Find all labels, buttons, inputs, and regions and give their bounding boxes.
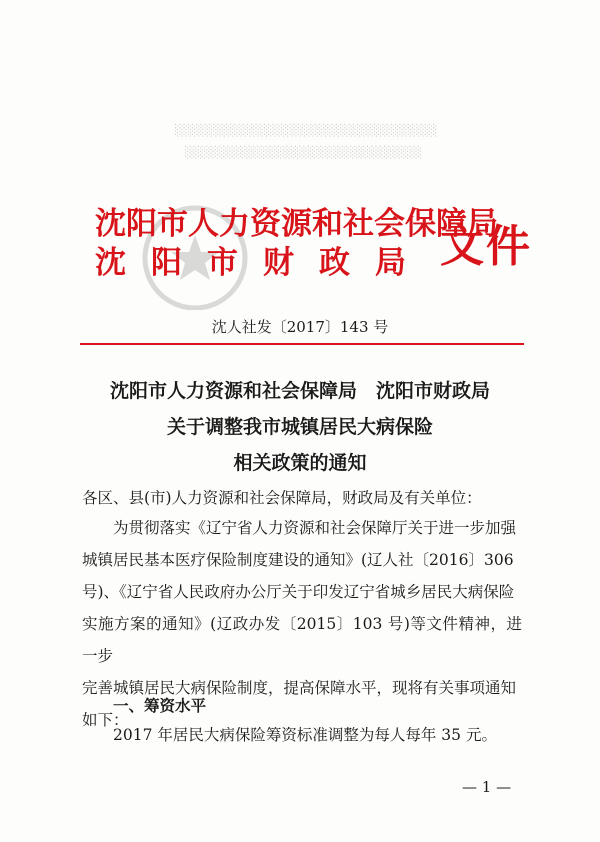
section-heading: 一、筹资水平 (113, 696, 207, 715)
paragraph-line: 实施方案的通知》(辽政办发〔2015〕103 号)等文件精神，进一步 (82, 615, 522, 665)
bleed-through-text: ░░░░░░░░░░░░░░░░░░░░░░░░░░░░░░░ (175, 124, 438, 137)
notice-title-line-3: 相关政策的通知 (233, 452, 367, 474)
paragraph-line: 如下： (82, 711, 129, 729)
paragraph-line: 为贯彻落实《辽宁省人力资源和社会保障厅关于进一步加强 (113, 519, 517, 537)
issuing-org-line-2: 沈阳市财政局 (95, 245, 431, 281)
notice-title-line-1: 沈阳市人力资源和社会保障局 沈阳市财政局 (109, 380, 490, 402)
section-text: 2017 年居民大病保险筹资标准调整为每人每年 35 元。 (113, 726, 497, 744)
document-number: 沈人社发〔2017〕143 号 (211, 318, 389, 336)
page-number: — 1 — (462, 778, 512, 796)
issuing-org-line-1: 沈阳市人力资源和社会保障局 (95, 206, 498, 242)
paragraph-line: 城镇居民基本医疗保险制度建设的通知》(辽人社〔2016〕306 (82, 551, 514, 569)
document-type-label: 文件 (440, 221, 532, 272)
paragraph-line: 完善城镇居民大病保险制度，提高保障水平，现将有关事项通知 (82, 679, 517, 697)
red-separator-line (80, 343, 524, 345)
bleed-through-text: ░░░░░░░░░░░░░░░░░░░░░░░░░░░░ (185, 146, 422, 159)
addressee: 各区、县(市)人力资源和社会保障局，财政局及有关单位： (82, 489, 482, 507)
paragraph-line: 号)、《辽宁省人民政府办公厅关于印发辽宁省城乡居民大病保险 (82, 583, 515, 601)
notice-title-line-2: 关于调整我市城镇居民大病保险 (166, 416, 433, 438)
